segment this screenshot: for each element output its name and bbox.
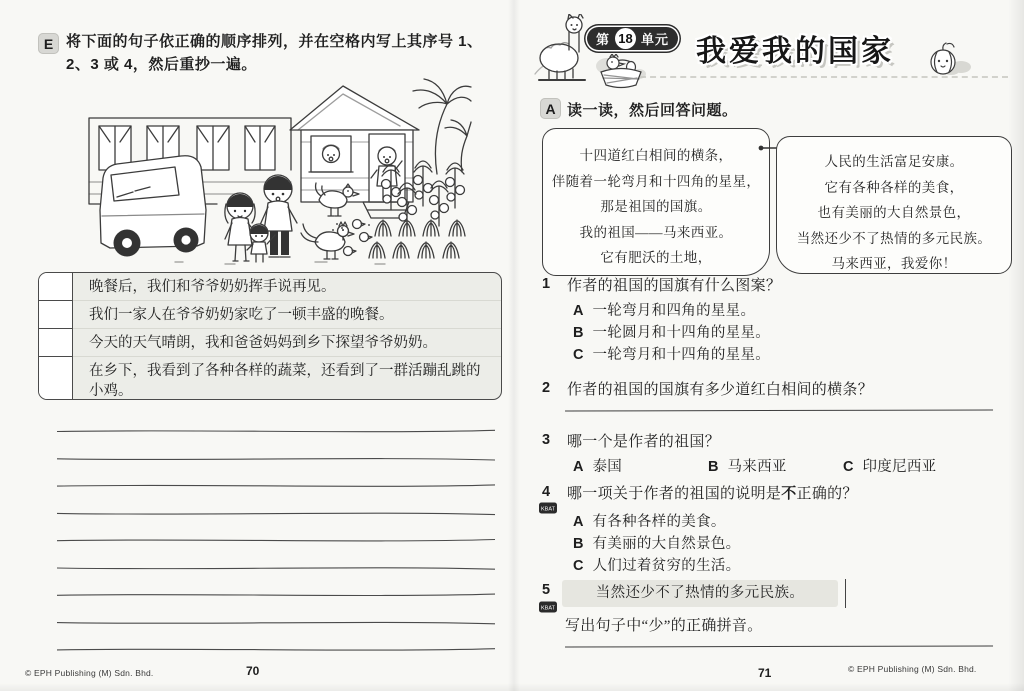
page-number-70: 70 [246,664,260,678]
q4-text-prefix: 哪一项关于作者的祖国的说明是 [567,486,782,502]
q4-text-emphasis: 不 [781,486,797,502]
q4-text-suffix: 正确的？ [796,486,858,502]
kbat-badge-icon [538,600,558,615]
sequence-number-box[interactable] [39,357,73,400]
option-label: B [573,536,584,552]
poem-line: 马来西亚，我爱你！ [831,256,957,271]
q2-text: 作者的祖国的国旗有多少道红白相间的横条？ [567,382,874,398]
q3-number: 3 [542,432,551,448]
q3-option-a [573,455,622,476]
poem-right-box [776,136,1012,274]
option-text: 印度尼西亚 [862,459,937,475]
q1-option-c [573,343,770,364]
poem-line: 它有肥沃的土地， [600,250,712,265]
q1-text: 作者的祖国的国旗有什么图案？ [567,278,782,294]
sequence-number-box[interactable] [39,301,73,329]
sentence-text: 在乡下，我看到了各种各样的蔬菜，还看到了一群活蹦乱跳的小鸡。 [89,363,481,399]
svg-text:KBAT: KBAT [541,605,555,612]
q5-text: 写出句子中“少”的正确拼音。 [565,618,763,634]
q5-number: 5 [542,582,551,598]
section-a-badge: A [540,98,561,119]
family-farm-illustration [85,78,472,266]
poem-left-box [542,128,770,276]
poem-line: 十四道红白相间的横条， [579,148,733,163]
copyright-left: © EPH Publishing (M) Sdn. Bhd. [25,668,154,678]
unit-number: 18 [615,28,636,49]
poem-line: 我的祖国——马来西亚。 [579,224,733,240]
q5-answer-line[interactable] [565,623,993,647]
scan-edge-bottom [0,683,1024,691]
hen-basket-icon [595,54,647,92]
poem-line: 伴随着一轮弯月和十四角的星星， [551,173,761,189]
q5-quote-tick [845,579,846,608]
option-label: A [573,303,584,319]
unit-title: 我爱我的国家 [696,35,894,68]
option-text: 马来西亚 [727,459,787,475]
q2-answer-line[interactable] [565,387,993,411]
option-text: 有美丽的大自然景色。 [592,536,741,552]
exercise-a-instruction: 读一读，然后回答问题。 [567,102,738,119]
q1-option-a [573,299,755,320]
option-label: A [573,459,584,475]
q3-option-b [708,455,787,476]
q4-text [567,482,858,503]
poem-line: 它有各种各样的美食， [824,179,964,195]
alpaca-icon [533,14,591,82]
option-label: B [708,459,719,475]
sequence-number-box[interactable] [39,329,73,357]
q3-option-c [843,455,936,476]
sentence-text: 今天的天气晴朗，我和爸爸妈妈到乡下探望爷爷奶奶。 [73,329,501,357]
option-text: 泰国 [592,459,623,475]
option-text: 一轮弯月和四角的星星。 [592,303,756,319]
section-e-badge: E [38,33,59,54]
option-label: B [573,325,584,341]
scan-edge-right [1008,0,1024,691]
poem-line: 人民的生活富足安康。 [824,154,964,169]
poem-line: 也有美丽的大自然景色， [817,205,971,220]
q4-number: 4 [542,484,551,500]
sequence-number-box[interactable] [39,273,73,301]
q2-number: 2 [542,380,551,396]
unit-prefix-label: 第 [596,32,611,47]
header-divider [640,76,1008,78]
unit-badge [587,27,678,50]
svg-text:KBAT: KBAT [541,506,555,513]
q1-number: 1 [542,276,551,292]
q4-option-a [573,510,726,531]
sentence-ordering-box [38,272,502,400]
writing-lines[interactable] [55,419,497,665]
kbat-badge-icon [538,501,558,516]
option-text: 人们过着贫穷的生活。 [592,558,741,574]
option-label: C [843,459,854,475]
option-text: 一轮弯月和十四角的星星。 [592,347,771,363]
q5-quote-box: 当然还少不了热情的多元民族。 [562,580,838,607]
sentence-text: 我们一家人在爷爷奶奶家吃了一顿丰盛的晚餐。 [73,301,501,329]
sentence-text: 晚餐后，我们和爷爷奶奶挥手说再见。 [73,273,501,301]
q4-option-b [573,532,740,553]
page-number-71: 71 [758,666,772,680]
option-label: C [573,558,584,574]
q4-option-c [573,554,740,575]
page-seam [508,0,520,691]
copyright-right: © EPH Publishing (M) Sdn. Bhd. [848,664,977,674]
unit-suffix-label: 单元 [641,32,670,47]
option-label: A [573,514,584,530]
pumpkin-icon [926,42,972,76]
q3-text: 哪一个是作者的祖国？ [567,434,721,450]
exercise-e-instruction: 将下面的句子依正确的顺序排列，并在空格内写上其序号 1、2、3 或 4，然后重抄一遍。 [66,33,483,74]
q1-option-b [573,321,770,342]
option-text: 有各种各样的美食。 [592,514,726,530]
option-text: 一轮圆月和十四角的星星。 [592,325,771,341]
poem-line: 当然还少不了热情的多元民族。 [796,230,992,246]
poem-line: 那是祖国的国旗。 [600,199,712,214]
option-label: C [573,347,584,363]
